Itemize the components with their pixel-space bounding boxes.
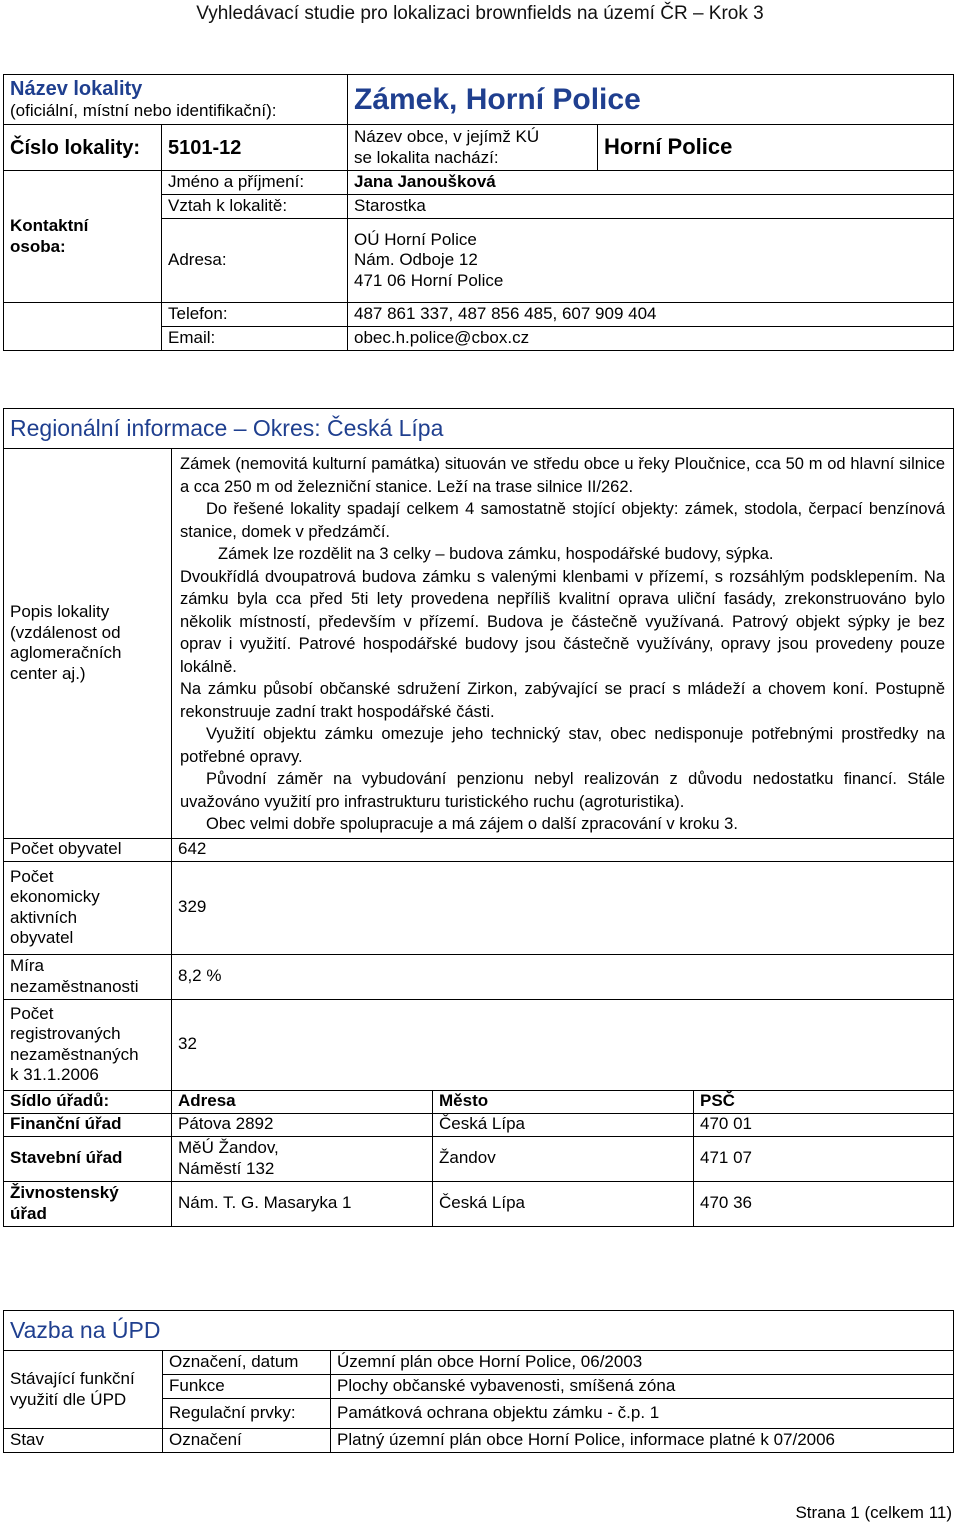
economic-label-cell (4, 861, 172, 954)
description-text-cell (172, 449, 954, 839)
office-name: Živnostenský (10, 1183, 119, 1203)
office-address: Pátova 2892 (172, 1113, 433, 1136)
description-paragraph: Původní záměr na vybudování penzionu nebyl realizován z důvodu nedostatku financí. Stále uvažováno využití pro infrastrukturu turistického ruchu (agroturistika). (180, 770, 946, 811)
registered-unemployed-label-3: nezaměstnaných (10, 1044, 139, 1064)
email-value[interactable]: obec.h.police@cbox.cz (348, 327, 954, 351)
registered-unemployed-value: 32 (172, 999, 954, 1090)
office-psc: 470 01 (694, 1113, 954, 1136)
description-paragraph: Zámek lze rozdělit na 3 celky – budova zámku, hospodářské budovy, sýpka. (218, 545, 774, 563)
upd-title-cell (4, 1311, 954, 1351)
registered-unemployed-label-2: registrovaných (10, 1024, 121, 1044)
office-address-cell (172, 1136, 433, 1181)
population-value: 642 (172, 838, 954, 861)
upd-title: Vazba na ÚPD (10, 1316, 161, 1343)
upd-current-label-cell (4, 1351, 163, 1429)
upd-row-value: Plochy občanské vybavenosti, smíšená zóna (331, 1375, 954, 1399)
regional-table (3, 408, 954, 1227)
address-line-2: Nám. Odboje 12 (354, 250, 478, 270)
description-label-1: Popis lokality (10, 602, 110, 622)
description-paragraph: Zámek (nemovitá kulturní památka) situován ve středu obce u řeky Ploučnice, cca 50 m od hlavní silnice a cca 250 m od železniční stanice. Leží na trase silnice II/262. (180, 455, 946, 496)
registered-unemployed-label-cell (4, 999, 172, 1090)
unemployment-rate-label-2: nezaměstnanosti (10, 976, 139, 996)
office-row (4, 1136, 954, 1181)
person-name-value: Jana Janoušková (348, 171, 954, 195)
email-label: Email: (162, 327, 348, 351)
address-value-cell (348, 219, 954, 303)
contact-person-label-cell (4, 171, 162, 303)
upd-table (3, 1310, 954, 1453)
economic-value: 329 (172, 861, 954, 954)
description-label-3: aglomeračních (10, 643, 122, 663)
contact-label-1: Kontaktní (10, 216, 89, 236)
registered-unemployed-label-4: k 31.1.2006 (10, 1064, 99, 1084)
population-label: Počet obyvatel (4, 838, 172, 861)
phone-label: Telefon: (162, 303, 348, 327)
office-psc: 470 36 (694, 1181, 954, 1226)
office-address: Nám. T. G. Masaryka 1 (172, 1181, 433, 1226)
municipality-label-1: Název obce, v jejímž KÚ (354, 127, 540, 147)
locality-number-value: 5101-12 (162, 125, 348, 171)
regional-title-cell (4, 409, 954, 449)
contact-blank-cell (4, 303, 162, 351)
phone-value: 487 861 337, 487 856 485, 607 909 404 (348, 303, 954, 327)
economic-label-4: obyvatel (10, 927, 74, 947)
economic-label-2: ekonomicky (10, 887, 100, 907)
description-paragraph: Využití objektu zámku omezuje jeho technický stav, obec nedisponuje potřebnými prostředky na potřebné opravy. (180, 725, 946, 766)
upd-current-label-2: využití dle ÚPD (10, 1389, 127, 1409)
locality-name-sublabel: (oficiální, místní nebo identifikační): (10, 101, 277, 121)
offices-header-psc: PSČ (694, 1090, 954, 1113)
upd-row-value: Územní plán obce Horní Police, 06/2003 (331, 1351, 954, 1375)
office-row (4, 1113, 954, 1136)
upd-row-key: Funkce (163, 1375, 331, 1399)
office-name-2: úřad (10, 1203, 47, 1223)
municipality-label-cell (348, 125, 598, 171)
address-line-3: 471 06 Horní Police (354, 270, 504, 290)
office-address: MěÚ Žandov, (178, 1138, 279, 1158)
unemployment-rate-label-1: Míra (10, 956, 44, 976)
page-header: Vyhledávací studie pro lokalizaci brownfields na území ČR – Krok 3 (196, 3, 764, 24)
office-city: Žandov (433, 1136, 694, 1181)
upd-row-key: Regulační prvky: (163, 1399, 331, 1429)
upd-stav-key: Označení (163, 1429, 331, 1453)
description-paragraph: Dvoukřídlá dvoupatrová budova zámku s valenými klenbami v přízemí, s rozsáhlým podsklepením. Na zámku byla cca před 5ti lety provedena nepříliš kvalitní oprava uliční fasády, zrekonstruováno bylo několik místností, především v přízemí. Budova je částečně využívaná. Patrový objekt sýpky je bez oprav i využití. Patrové hospodářské budovy jsou částečně využívány, opravy jsou provedeny pouze lokálně. (180, 567, 946, 676)
description-label-cell (4, 449, 172, 839)
contact-label-2: osoba: (10, 236, 66, 256)
office-psc: 471 07 (694, 1136, 954, 1181)
registered-unemployed-label-1: Počet (10, 1003, 54, 1023)
office-city: Česká Lípa (433, 1181, 694, 1226)
address-label: Adresa: (162, 219, 348, 303)
person-name-label: Jméno a příjmení: (162, 171, 348, 195)
locality-table (3, 74, 954, 351)
description-paragraph: Obec velmi dobře spolupracuje a má zájem o další zpracování v kroku 3. (206, 815, 738, 833)
upd-row-key: Označení, datum (163, 1351, 331, 1375)
economic-label-3: aktivních (10, 907, 78, 927)
unemployment-rate-label-cell (4, 954, 172, 999)
locality-name-label: Název lokality (10, 78, 143, 101)
relation-label: Vztah k lokalitě: (162, 195, 348, 219)
regional-title: Regionální informace – Okres: Česká Lípa (10, 414, 444, 441)
office-row (4, 1181, 954, 1226)
upd-stav-value: Platný územní plán obce Horní Police, informace platné k 07/2006 (331, 1429, 954, 1453)
upd-stav-label: Stav (4, 1429, 163, 1453)
unemployment-rate-value: 8,2 % (172, 954, 954, 999)
address-line-1: OÚ Horní Police (354, 229, 477, 249)
offices-header-city: Město (433, 1090, 694, 1113)
locality-name-label-cell (4, 75, 348, 125)
description-paragraph: Na zámku působí občanské sdružení Zirkon, zabývající se prací s mládeží a chovem koní. Postupně rekonstruuje zadní trakt hospodářské části. (180, 680, 946, 721)
municipality-value: Horní Police (598, 125, 954, 171)
locality-name-value: Zámek, Horní Police (354, 82, 641, 116)
upd-current-label-1: Stávající funkční (10, 1369, 135, 1389)
municipality-label-2: se lokalita nachází: (354, 147, 499, 167)
office-name: Finanční úřad (4, 1113, 172, 1136)
page-footer: Strana 1 (celkem 11) (795, 1503, 952, 1522)
upd-row-value: Památková ochrana objektu zámku - č.p. 1 (331, 1399, 954, 1429)
description-paragraph: Do řešené lokality spadají celkem 4 samostatně stojící objekty: zámek, stodola, čerpací benzínová stanice, domek v předzámčí. (180, 500, 946, 541)
economic-label-1: Počet (10, 866, 54, 886)
description-label-4: center aj.) (10, 663, 86, 683)
office-name: Stavební úřad (4, 1136, 172, 1181)
relation-value: Starostka (348, 195, 954, 219)
office-name-cell (4, 1181, 172, 1226)
locality-number-label: Číslo lokality: (4, 125, 162, 171)
description-label-2: (vzdálenost od (10, 622, 121, 642)
offices-header-address: Adresa (172, 1090, 433, 1113)
locality-name-value-cell (348, 75, 954, 125)
office-city: Česká Lípa (433, 1113, 694, 1136)
office-address-2: Náměstí 132 (178, 1158, 275, 1178)
offices-header-seat: Sídlo úřadů: (4, 1090, 172, 1113)
